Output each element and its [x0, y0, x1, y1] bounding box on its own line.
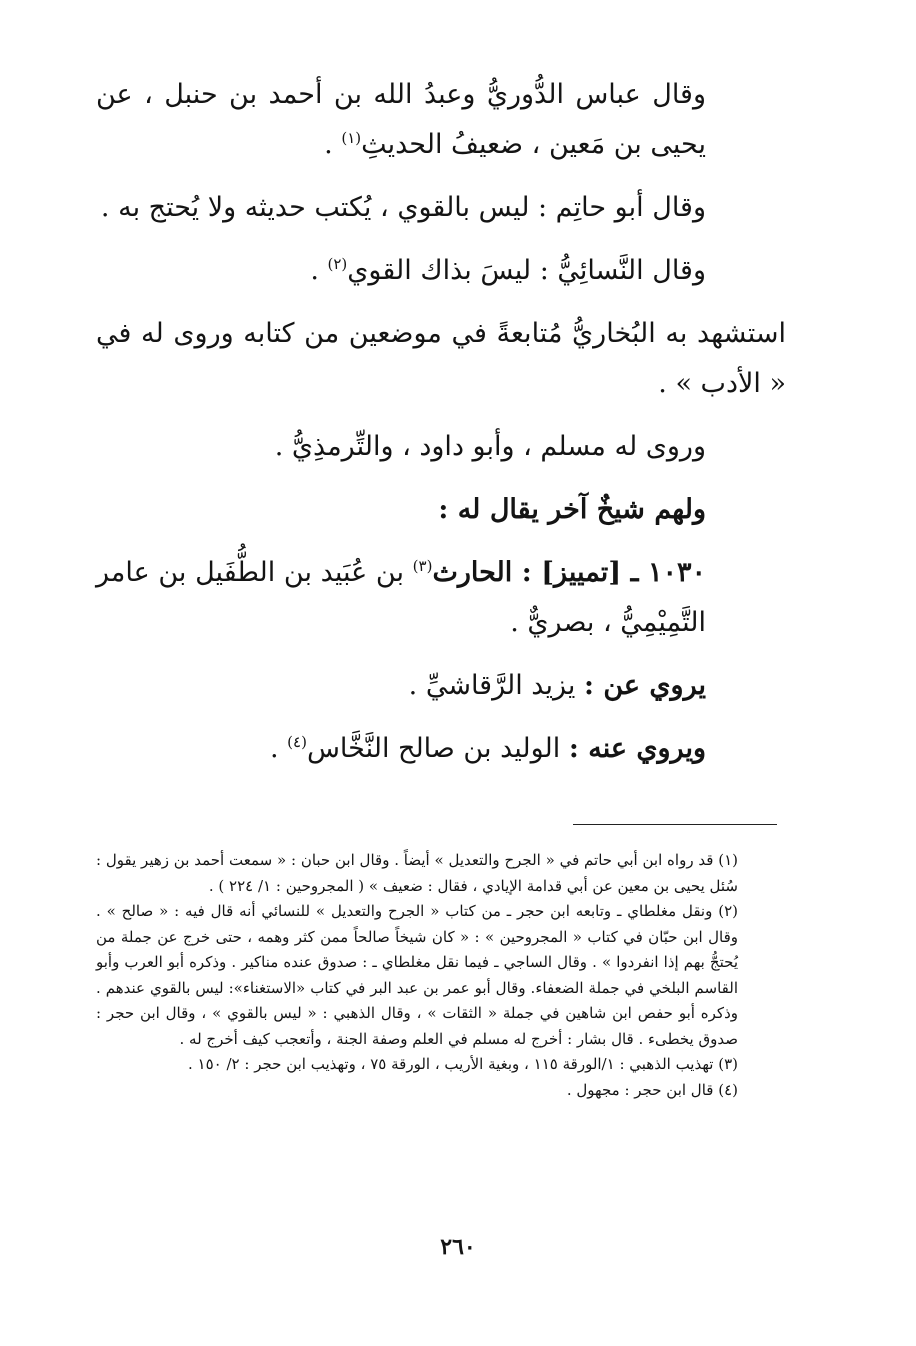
paragraph-abu-hatim: وقال أبو حاتِم : ليس بالقوي ، يُكتب حديثه ولا يُحتج به .: [100, 192, 706, 223]
footnote-1: (١) قد رواه ابن أبي حاتم في « الجرح والتعديل » أيضاً . وقال ابن حبان : « سمعت أحمد بن زهير يقول : سُئل يحيى بن معين عن أبي قدامة الإيادي ، فقال : ضعيف » ( المجروحين : ١/ ٢٢٤ ) .: [96, 851, 738, 895]
footnote-ref-4[interactable]: (٤): [287, 733, 307, 751]
footnote-3: (٣) تهذيب الذهبي : ١/الورقة ١١٥ ، وبغية الأريب ، الورقة ٧٥ ، وتهذيب ابن حجر : ٢/ ١٥٠ .: [188, 1055, 738, 1073]
main-text: [96, 70, 786, 774]
footnote-ref-3[interactable]: (٣): [412, 557, 433, 575]
paragraph-abbas-dawri: وقال عباس الدُّوريُّ وعبدُ الله بن أحمد بن حنبل ، عن يحيى بن مَعين ، ضعيفُ الحديثِ$^{(١)}$ .: [96, 79, 706, 160]
entry-1030: ١٠٣٠ ـ [تمييز] : الحارث$^{(٣)}$ بن عُبَيد بن الطُّفَيل بن عامر التَّمِيْمِيُّ ، بصريٌّ .: [96, 557, 706, 638]
page-number: ٢٦٠: [440, 1234, 476, 1260]
narrated-by: ويروي عنه : الوليد بن صالح النَّخَّاس$^{(٤)}$ .: [270, 733, 706, 764]
footnotes: [96, 848, 786, 1103]
footnote-divider: [573, 824, 777, 825]
footnote-ref-1[interactable]: (١): [341, 129, 362, 147]
section-heading: ولهم شيخٌ آخر يقال له :: [438, 494, 706, 525]
footnote-ref-2[interactable]: (٢): [327, 255, 348, 273]
paragraph-nasai: وقال النَّسائِيُّ : ليسَ بذاك القوي$^{(٢)}$ .: [310, 255, 706, 286]
entry-number: ١٠٣٠ ـ [تمييز] : الحارث: [432, 557, 706, 588]
narrated-by-label: ويروي عنه :: [568, 733, 706, 764]
footnote-2: (٢) ونقل مغلطاي ـ وتابعه ابن حجر ـ من كتاب « الجرح والتعديل » للنسائي أنه قال فيه : « صالح » . وقال ابن حبّان في كتاب « المجروحين » : « كان شيخاً صالحاً ممن كثر وهمه ، حتى خرج عن جملة من يُحتجُّ بهم إذا انفردوا » . وقال الساجي ـ فيما نقل مغلطاي ـ : صدوق عنده مناكير . وذكره أبو العرب وأبو القاسم البلخي في جملة الضعفاء. وقال أبو عمر بن عبد البر في كتاب «الاستغناء»: ليس بالقوي عندهم . وذكره أبو حفص ابن شاهين في جملة « الثقات » ، وقال الذهبي : « ليس بالقوي » ، وقال ابن حجر : صدوق يخطىء . قال بشار : أخرج له مسلم في العلم وصفة الجنة ، وأتعجب كيف أخرج له .: [96, 902, 738, 1048]
paragraph-narrators: وروى له مسلم ، وأبو داود ، والتِّرمذِيُّ .: [274, 431, 706, 462]
paragraph-bukhari: استشهد به البُخاريُّ مُتابعةً في موضعين من كتابه وروى له في « الأدب » .: [96, 318, 786, 399]
footnote-4: (٤) قال ابن حجر : مجهول .: [566, 1080, 738, 1099]
narrates-from-label: يروي عن :: [583, 670, 706, 701]
narrates-from: يروي عن : يزيد الرَّقاشيِّ .: [408, 670, 706, 701]
